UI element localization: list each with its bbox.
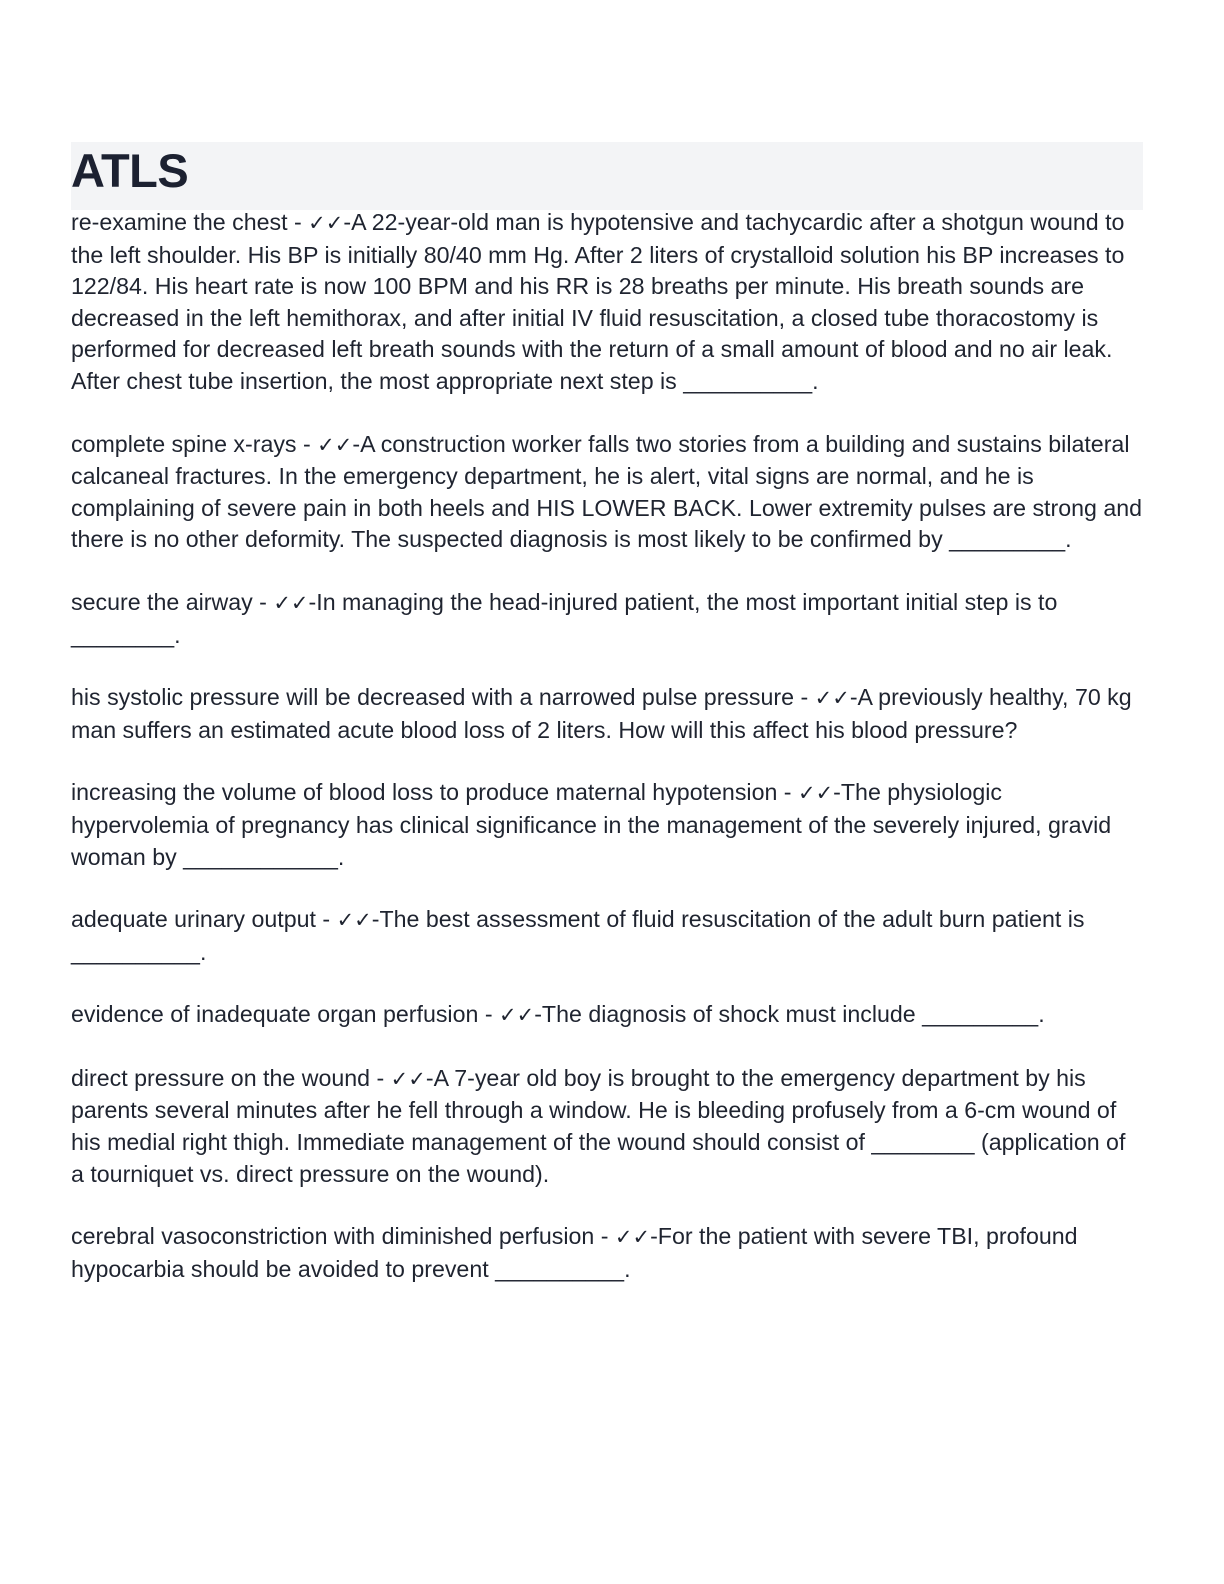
flashcard	[71, 207, 1143, 398]
flashcard	[71, 429, 1143, 556]
card-answer: direct pressure on the wound	[71, 1064, 371, 1091]
flashcard	[71, 999, 1143, 1032]
double-check-icon: ✓✓	[614, 1225, 651, 1250]
card-question: -A 22-year-old man is hypotensive and tachycardic after a shotgun wound to the left shoulder. His BP is initially 80/40 mm Hg. After 2 liters of crystalloid solution his BP increases to 122/84. His heart rate is now 100 BPM and his RR is 28 breaths per minute. His breath sounds are decreased in the left hemithorax, and after initial IV fluid resuscitation, a closed tube thoracostomy is performed for decreased left breath sounds with the return of a small amount of blood and no air leak. After chest tube insertion, the most appropriate next step is __________.	[71, 209, 1125, 394]
card-question: -The physiologic hypervolemia of pregnancy has clinical significance in the management of the severely injured, gravid woman by ____________.	[71, 779, 1112, 870]
card-answer: evidence of inadequate organ perfusion	[71, 1001, 479, 1028]
card-answer: secure the airway	[71, 588, 253, 615]
flashcard	[71, 587, 1143, 651]
card-separator: -	[478, 1001, 499, 1028]
double-check-icon: ✓✓	[273, 590, 309, 615]
card-separator: -	[777, 779, 798, 806]
double-check-icon: ✓✓	[317, 432, 353, 457]
card-question: -A previously healthy, 70 kg man suffers an estimated acute blood loss of 2 liters. How will this affect his blood pressure?	[71, 684, 1132, 743]
card-question: -In managing the head-injured patient, the most important initial step is to ________.	[71, 588, 1058, 648]
card-answer: increasing the volume of blood loss to produce maternal hypotension	[71, 779, 778, 806]
card-question: -A construction worker falls two stories from a building and sustains bilateral calcaneal fractures. In the emergency department, he is alert, vital signs are normal, and he is complaining of severe pain in both heels and HIS LOWER BACK. Lower extremity pulses are strong and there is no other deformity. The suspected diagnosis is most likely to be confirmed by _________.	[71, 430, 1143, 553]
card-answer: complete spine x-rays	[71, 430, 297, 457]
card-separator: -	[594, 1223, 615, 1250]
card-question: -A 7-year old boy is brought to the emergency department by his parents several minutes after he fell through a window. He is bleeding profusely from a 6-cm wound of his medial right thigh. Immediate management of the wound should consist of ________ (application of a tourniquet vs. direct pressure on the wound).	[71, 1064, 1126, 1187]
flashcard	[71, 682, 1143, 746]
card-answer: re-examine the chest	[71, 209, 288, 235]
double-check-icon: ✓✓	[390, 1066, 426, 1091]
flashcard	[71, 1221, 1143, 1285]
double-check-icon: ✓✓	[499, 1003, 535, 1028]
flashcard	[71, 904, 1143, 968]
double-check-icon: ✓✓	[797, 781, 834, 806]
flashcard	[71, 1063, 1143, 1190]
double-check-icon: ✓✓	[336, 908, 372, 933]
card-answer: adequate urinary output	[71, 906, 316, 933]
card-separator: -	[794, 684, 815, 711]
card-answer: his systolic pressure will be decreased with a narrowed pulse pressure	[71, 684, 795, 711]
card-separator: -	[370, 1064, 391, 1091]
card-separator: -	[315, 906, 337, 933]
card-separator: -	[252, 588, 274, 615]
flashcard-list	[71, 207, 1143, 1316]
card-answer: cerebral vasoconstriction with diminished perfusion	[71, 1223, 595, 1250]
double-check-icon: ✓✓	[814, 686, 850, 711]
card-question: -For the patient with severe TBI, profound hypocarbia should be avoided to prevent __________.	[71, 1223, 1078, 1282]
card-question: -The best assessment of fluid resuscitation of the adult burn patient is __________.	[71, 906, 1085, 965]
card-separator: -	[287, 209, 309, 235]
double-check-icon: ✓✓	[308, 211, 344, 235]
card-separator: -	[296, 430, 318, 457]
document-title: ATLS	[71, 144, 189, 197]
card-question: -The diagnosis of shock must include _________.	[534, 1001, 1045, 1028]
title-band	[71, 142, 1143, 210]
flashcard	[71, 777, 1143, 873]
